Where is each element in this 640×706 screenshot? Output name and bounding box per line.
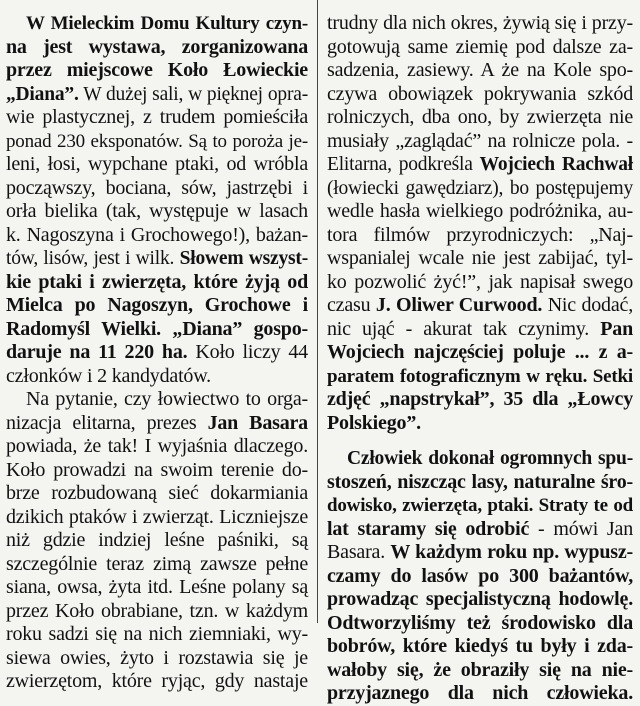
article-column-right [327, 12, 633, 706]
text-line [6, 200, 308, 224]
body-text: W dużej sali, w pięknej opra- [78, 83, 308, 105]
text-line [327, 153, 633, 177]
body-text: Nic dodać, [542, 294, 634, 316]
text-line [6, 365, 308, 389]
bold-text: paratem fotograficznym w ręku. Setki [327, 365, 633, 387]
text-line [327, 365, 633, 389]
body-text: ko pozwolić żyć!”, jak napisał swego [327, 270, 633, 293]
body-text: czasu [327, 294, 376, 316]
text-line [6, 341, 308, 365]
text-line [6, 247, 308, 271]
text-line [327, 224, 633, 248]
body-text: siewa owies, żyto i rozstawia się je [6, 646, 308, 669]
body-text: musiały „zaglądać” na rolnicze pola. - [327, 129, 633, 152]
bold-text: J. Oliwer Curwood. [375, 294, 543, 316]
body-text: niż gdzie indziej leśne paśniki, są [6, 529, 308, 551]
body-text: k. Nagoszyna i Grochowego!), bażan- [6, 223, 308, 246]
bold-text: daruje na 11 220 ha. [6, 341, 188, 363]
text-line [6, 459, 308, 483]
text-line [327, 12, 633, 36]
body-text: brze rozbudowaną sieć dokarmiania [6, 482, 308, 504]
bold-text: Polskiego”. [327, 411, 421, 434]
body-text: gotowują same ziemię pod dalsze za- [327, 35, 633, 58]
bold-text: na jest wystawa, zorganizowana [6, 35, 308, 58]
body-text: przez Koło obrabiane, tzn. w każdym [6, 599, 308, 622]
bold-text: lat staramy się odrobić [327, 517, 530, 540]
bold-text: Jan Basara [207, 411, 308, 434]
bold-text: W Mieleckim Domu Kultury czyn- [26, 13, 308, 34]
body-text: Elitarna, podkreśla [327, 154, 480, 175]
text-line [327, 471, 633, 495]
body-text: członków i 2 kandydatów. [6, 364, 211, 387]
body-text: zwierzętom, które ryjąc, gdy nastaje [6, 670, 308, 692]
body-text: orła bielika (tak, występuje w lasach [6, 200, 308, 222]
text-line [327, 518, 633, 542]
body-text: - mówi Jan [529, 517, 633, 540]
bold-text: W każdym roku np. wypusz- [390, 541, 633, 563]
text-line [327, 318, 633, 342]
text-line [6, 106, 308, 130]
bold-text: „Diana”. [6, 83, 79, 105]
body-text: trudny dla nich okres, żywią się i przy- [327, 12, 633, 34]
body-text: począwszy, bociana, sów, jastrzębi i [6, 176, 308, 199]
text-line [327, 682, 633, 706]
text-line [6, 412, 308, 436]
body-text: nizacja elitarna, prezes [6, 411, 208, 434]
article-column-left [6, 12, 308, 694]
text-line [6, 576, 308, 600]
text-line [6, 224, 308, 248]
bold-text: stoszeń, niszcząc lasy, naturalne śro- [327, 470, 633, 493]
text-line [6, 177, 308, 201]
text-line [6, 153, 308, 177]
text-line [327, 494, 633, 518]
bold-text: Słowem wszyst- [179, 248, 308, 269]
text-line [327, 565, 633, 589]
text-line [6, 130, 308, 154]
bold-text: Radomyśl Wielki. „Diana” gospo- [6, 317, 308, 340]
text-line [6, 600, 308, 624]
text-line [327, 659, 633, 683]
text-line [327, 247, 633, 271]
text-line [327, 447, 633, 471]
text-line [6, 435, 308, 459]
body-text: rolniczych, dba ono, by zwierzęta nie [327, 106, 633, 128]
body-text: Koło liczy 44 [187, 341, 308, 363]
body-text: nic ująć - akurat tak czynimy. [327, 317, 601, 340]
text-line [327, 588, 633, 612]
text-line [327, 177, 633, 201]
body-text: dzikich ptaków i zwierząt. Liczniejsze [6, 505, 308, 528]
bold-text: kie ptaki i zwierzęta, które żyją od [6, 270, 308, 293]
body-text: siana, owsa, żyta itd. Leśne polany są [6, 576, 308, 598]
bold-text: przez miejscowe Koło Łowieckie [6, 59, 308, 81]
bold-text: dowisko, zwierzęta, ptaki. Straty te od [327, 495, 633, 516]
text-line [327, 541, 633, 565]
text-line [327, 612, 633, 636]
text-line [327, 271, 633, 295]
body-text: czywa obowiązek pokrywania szkód [327, 82, 633, 105]
paragraph-gap [327, 435, 633, 447]
bold-text: Wojciech Rachwał [479, 154, 634, 175]
body-text: wspanialej wcale nie jest zabijać, tyl- [327, 247, 633, 269]
body-text: Basara. [327, 541, 391, 563]
bold-text: bobrów, które kiedyś tu były i zda- [327, 635, 633, 657]
body-text: Koło prowadzi na swoim terenie do- [6, 458, 308, 481]
text-line [6, 36, 308, 60]
text-line [327, 83, 633, 107]
body-text: tów, lisów, jest i wilk. [6, 248, 180, 269]
text-line [327, 130, 633, 154]
bold-text: przyjaznego dla nich człowieka. [327, 682, 633, 704]
text-line [6, 506, 308, 530]
text-line [6, 388, 308, 412]
body-text: szczególnie teraz zimą zawsze pełne [6, 552, 308, 575]
bold-text: Wojciech najczęściej poluje ... z a- [327, 341, 633, 363]
text-line [6, 529, 308, 553]
text-line [327, 36, 633, 60]
body-text: powiada, że tak! I wyjaśnia dlaczego. [6, 435, 308, 457]
text-line [6, 318, 308, 342]
text-line [6, 294, 308, 318]
body-text: Na pytanie, czy łowiectwo to orga- [26, 388, 308, 410]
bold-text: zdjęć „napstrykał”, 35 dla „Łowcy [327, 388, 633, 410]
body-text: leni, łosi, wypchane ptaki, od wróbla [6, 153, 308, 175]
text-line [327, 59, 633, 83]
text-line [6, 670, 308, 694]
body-text: ponad 230 eksponatów. Są to poroża je- [6, 130, 308, 152]
column-divider [317, 0, 318, 623]
bold-text: Odtworzyliśmy też środowisko dla [327, 611, 633, 634]
text-line [6, 482, 308, 506]
body-text: roku sadzi się na nich ziemniaki, wy- [6, 623, 308, 645]
body-text: (łowiecki gawędziarz), bo postępujemy [327, 177, 633, 199]
text-line [327, 200, 633, 224]
text-line [327, 388, 633, 412]
text-line [6, 647, 308, 671]
text-line [6, 271, 308, 295]
text-line [327, 294, 633, 318]
text-line [6, 12, 308, 36]
text-line [327, 106, 633, 130]
text-line [327, 412, 633, 436]
bold-text: prowadząc specjalistyczną hodowlę. [327, 588, 633, 610]
text-line [327, 635, 633, 659]
bold-text: Człowiek dokonał ogromnych spu- [347, 448, 633, 469]
text-line [6, 553, 308, 577]
text-line [6, 623, 308, 647]
body-text: wie plastycznej, z trudem pomieściła [6, 106, 308, 128]
text-line [327, 341, 633, 365]
body-text: wedle hasła wielkiego podróżnika, au- [327, 200, 633, 222]
body-text: tora filmów przyrodniczych: „Naj- [327, 223, 633, 246]
body-text: sadzenia, zasiewy. A że na Kole spo- [327, 59, 633, 81]
bold-text: Mielca po Nagoszyn, Grochowe i [6, 294, 308, 316]
bold-text: wałoby się, że obraziły się na nie- [327, 658, 633, 681]
text-line [6, 59, 308, 83]
bold-text: Pan [600, 317, 633, 340]
text-line [6, 83, 308, 107]
bold-text: czamy do lasów po 300 bażantów, [327, 564, 633, 587]
